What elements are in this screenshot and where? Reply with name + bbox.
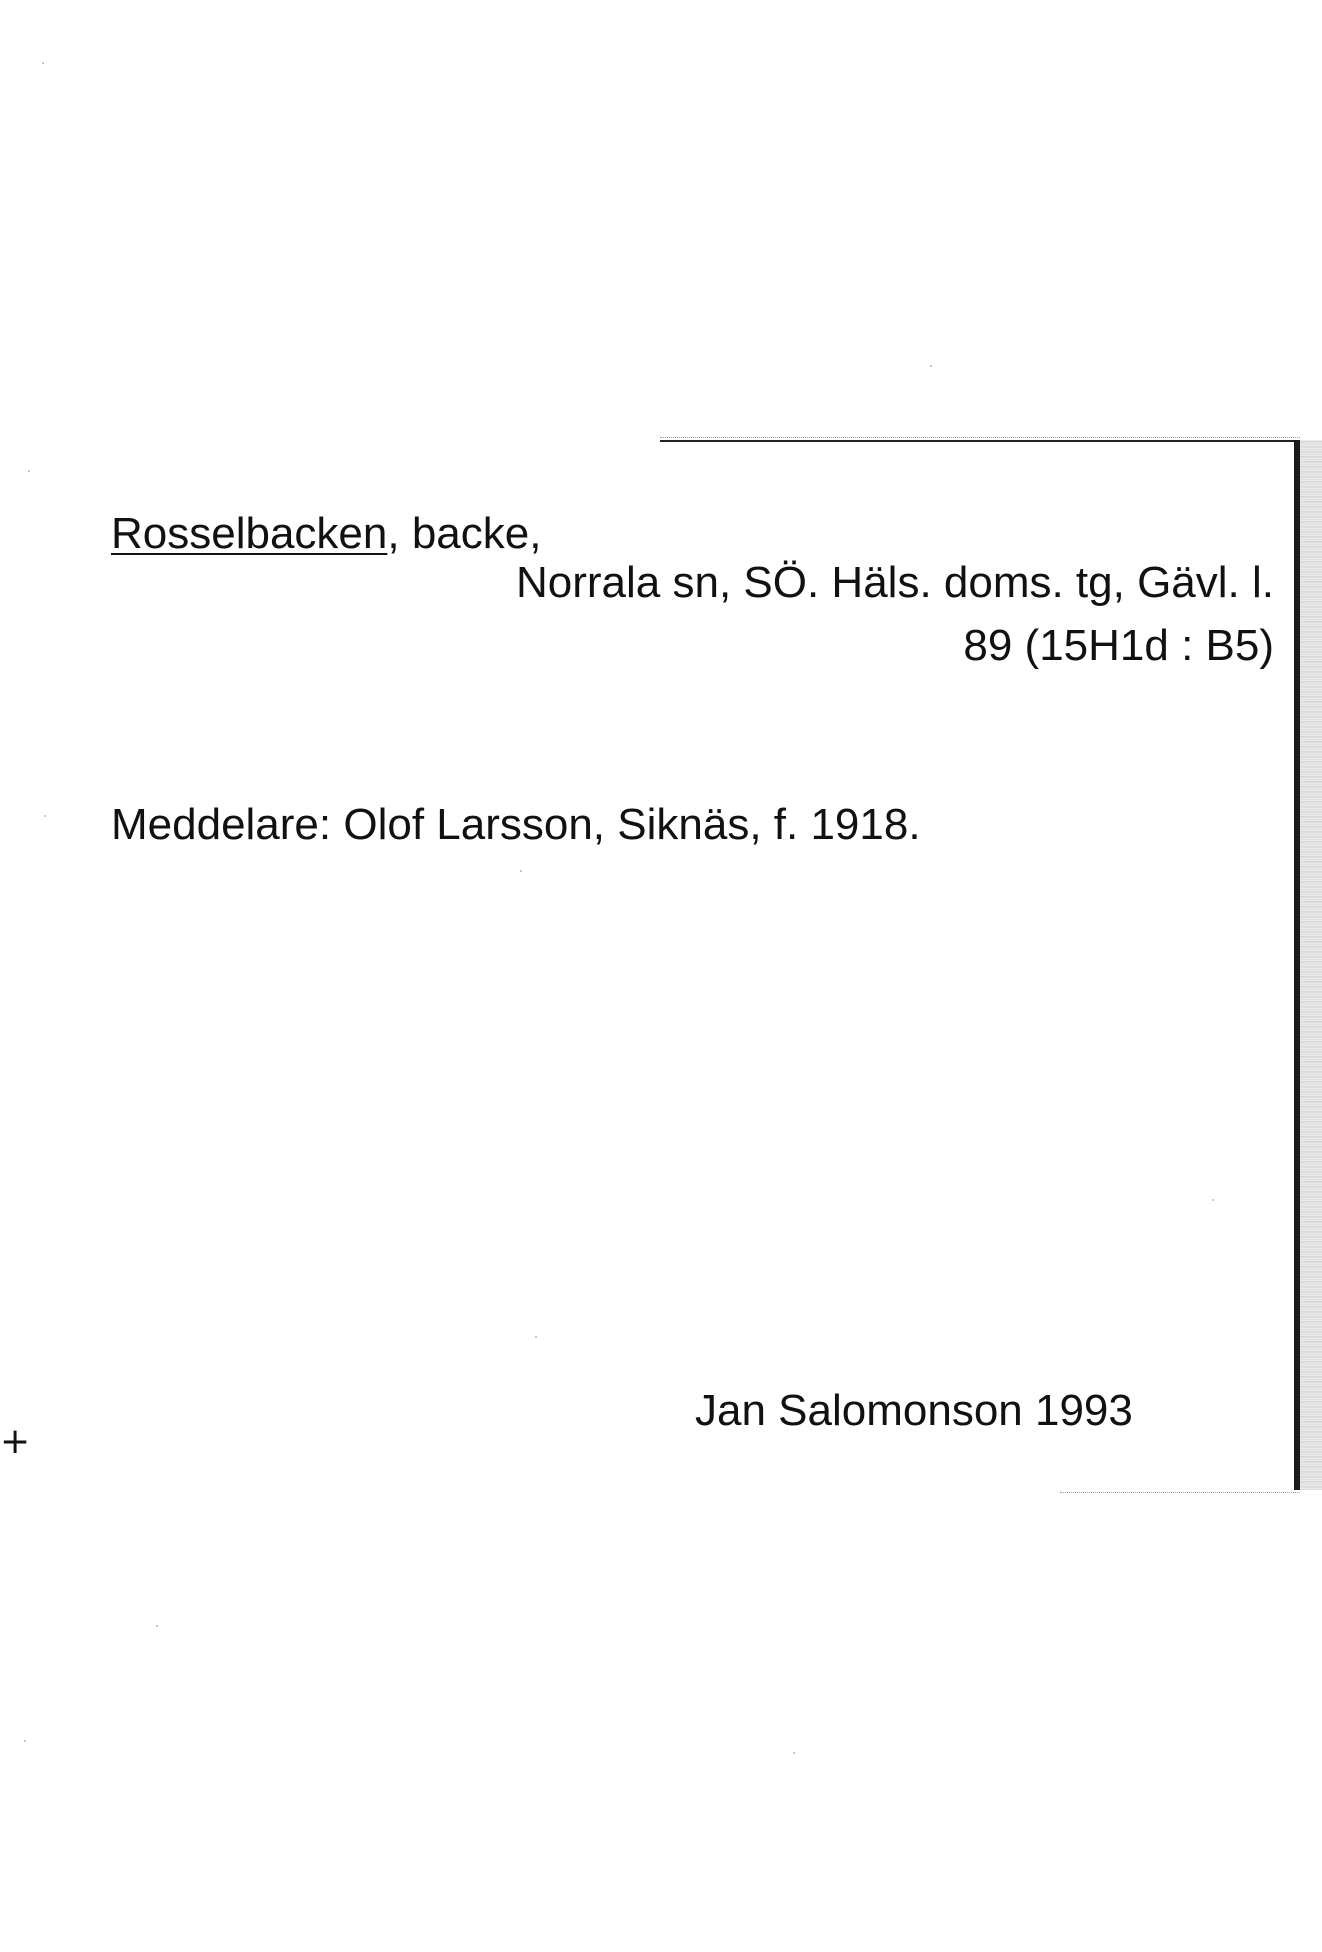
card-top-edge-dots [660, 437, 1300, 438]
informant-line: Meddelare: Olof Larsson, Siknäs, f. 1918. [111, 800, 921, 849]
scan-speck [24, 1740, 26, 1742]
scan-speck [1212, 1199, 1214, 1201]
scan-speck [793, 1752, 795, 1754]
signature-line: Jan Salomonson 1993 [695, 1386, 1133, 1435]
location-line: Norrala sn, SÖ. Häls. doms. tg, Gävl. l. [515, 558, 1274, 607]
headword: Rosselbacken [111, 509, 388, 558]
scan-speck [28, 470, 30, 472]
scan-speck [156, 1625, 158, 1627]
scan-speck [930, 365, 932, 367]
headword-suffix: , backe, [387, 509, 542, 558]
scan-speck [535, 1336, 537, 1338]
card-right-shadow [1300, 440, 1322, 1490]
map-reference: 89 (15H1d : B5) [963, 621, 1274, 670]
scan-speck [44, 815, 46, 817]
scan-speck [520, 870, 522, 872]
headword-line [111, 509, 542, 558]
scan-speck [42, 62, 44, 64]
registration-plus-mark: + [0, 1421, 31, 1462]
card-top-edge [660, 440, 1300, 442]
card-bottom-edge-dots [1060, 1492, 1300, 1493]
